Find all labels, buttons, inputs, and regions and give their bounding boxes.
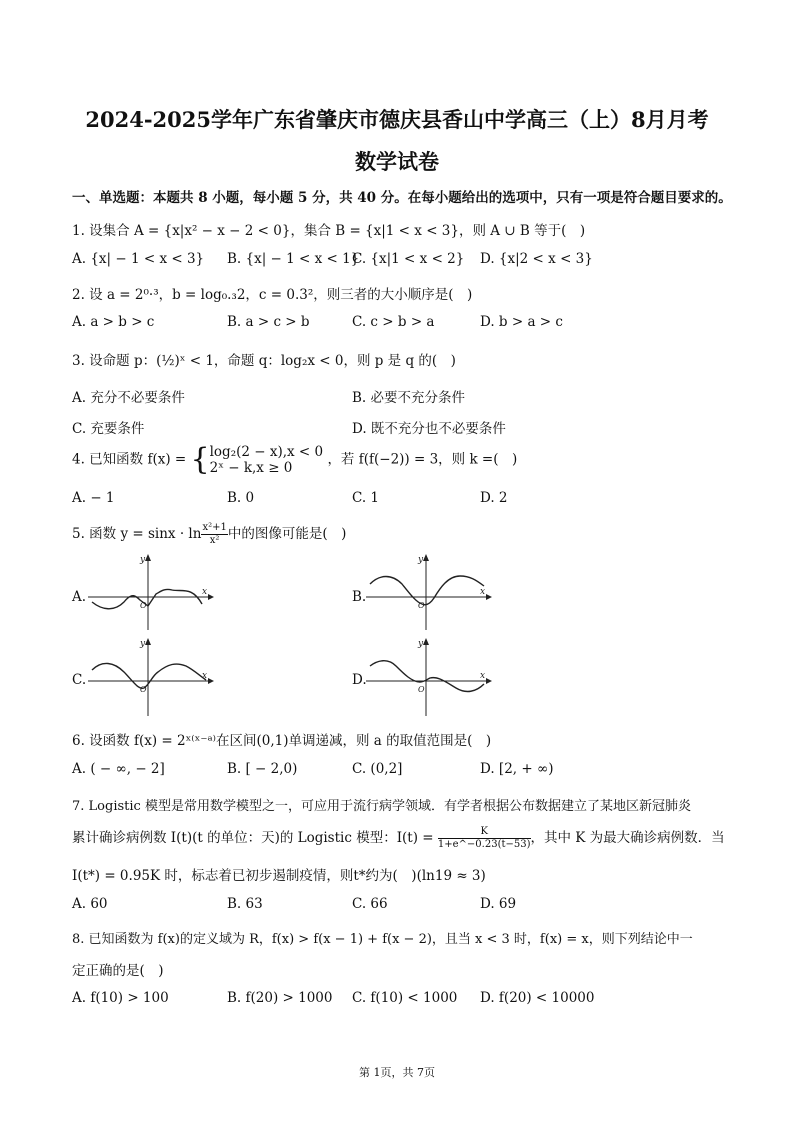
y-label: y [140,555,146,565]
q2-option-c: C. c > b > a [352,314,435,330]
q4-option-d: D. 2 [480,490,508,506]
q3-option-c: C. 充要条件 [72,421,145,437]
curve-a [92,589,202,608]
piece-2: 2ˣ − k,x ≥ 0 [209,460,293,476]
x-label: x [202,587,208,597]
q2-option-d: D. b > a > c [480,314,563,330]
q1-option-c: C. {x|1 < x < 2} [352,251,465,267]
q7-line2-pre: 累计确诊病例数 I(t)(t 的单位：天)的 Logistic 模型：I(t) = [72,830,434,846]
q5-option-c: C. [72,672,87,688]
y-label: y [418,555,424,565]
q7-frac-num: K [438,826,531,839]
question-1: 1. 设集合 A = {x|x² − x − 2 < 0}，集合 B = {x|1 < x < 3}，则 A ∪ B 等于( ) [72,223,586,239]
q7-option-d: D. 69 [480,896,517,912]
q2-option-a: A. a > b > c [72,314,155,330]
graph-a [88,552,218,632]
graph-d [366,636,496,718]
q2-option-b: B. a > c > b [227,314,310,330]
q5-fraction [201,522,227,547]
q8-option-a: A. f(10) > 100 [72,990,169,1006]
q6-option-c: C. (0,2] [352,761,403,777]
section-heading: 一、单选题：本题共 8 小题，每小题 5 分，共 40 分。在每小题给出的选项中，只有一项是符合题目要求的。 [72,190,732,206]
origin-label: O [418,601,425,610]
x-label: x [202,671,208,681]
q6-option-d: D. [2, + ∞) [480,761,554,777]
page-subtitle: 数学试卷 [355,149,439,174]
graph-c [88,636,218,718]
q8-option-b: B. f(20) > 1000 [227,990,333,1006]
y-arrow [145,554,151,561]
q7-frac-den: 1+e^−0.23(t−53) [437,839,531,850]
q6-option-b: B. [ − 2,0) [227,761,298,777]
q1-option-b: B. {x| − 1 < x < 1} [227,251,360,267]
origin-label: O [140,601,147,610]
q4-option-c: C. 1 [352,490,380,506]
question-2: 2. 设 a = 2⁰·³，b = log₀.₃2，c = 0.3²，则三者的大小顺序是( ) [72,287,473,303]
q3-option-d: D. 既不充分也不必要条件 [352,421,506,437]
x-label: x [480,587,486,597]
q8-option-c: C. f(10) < 1000 [352,990,458,1006]
q4-text-pre: 4. 已知函数 f(x) = [72,451,187,468]
origin-label: O [418,685,425,694]
y-arrow [423,554,429,561]
x-arrow [208,594,214,600]
q8-option-d: D. f(20) < 10000 [480,990,595,1006]
graph-b [366,552,496,632]
y-label: y [418,639,424,649]
q4-option-b: B. 0 [227,490,255,506]
x-arrow [208,678,214,684]
y-label: y [140,639,146,649]
y-arrow [145,638,151,645]
q5-option-d: D. [352,672,367,688]
question-5 [72,522,346,547]
q5-option-a: A. [72,589,87,605]
page-title: 2024-2025学年广东省肇庆市德庆县香山中学高三（上）8月月考 [85,107,709,132]
q5-text-pre: 5. 函数 y = sinx · ln [72,526,202,542]
q5-frac-num: x²+1 [202,522,227,533]
question-4 [72,444,517,476]
curve-c [92,663,206,688]
q3-option-b: B. 必要不充分条件 [352,390,466,406]
q5-frac-den: x² [209,535,220,546]
page-footer: 第 1页，共 7页 [359,1066,435,1079]
y-arrow [423,638,429,645]
question-7-line-2 [72,826,725,851]
q7-fraction [438,826,531,851]
question-6: 6. 设函数 f(x) = 2ˣ⁽ˣ⁻ᵃ⁾在区间(0,1)单调递减，则 a 的取值范围是( ) [72,733,492,749]
question-8-line-1: 8. 已知函数为 f(x)的定义域为 R，f(x) > f(x − 1) + f(x − 2)，且当 x < 3 时，f(x) = x，则下列结论中一 [72,932,693,947]
q1-option-a: A. {x| − 1 < x < 3} [72,251,205,267]
question-7-line-3: I(t*) = 0.95K 时，标志着已初步遏制疫情，则t*约为( )(ln19 ≈ 3) [72,868,486,884]
q5-option-b: B. [352,589,367,605]
x-arrow [486,678,492,684]
q7-option-b: B. 63 [227,896,263,912]
question-7-line-1: 7. Logistic 模型是常用数学模型之一，可应用于流行病学领域．有学者根据公布数据建立了某地区新冠肺炎 [72,799,691,814]
curve-b [370,576,484,605]
question-8-line-2: 定正确的是( ) [72,963,164,979]
q7-option-a: A. 60 [72,896,108,912]
q4-option-a: A. − 1 [72,490,115,506]
q1-option-d: D. {x|2 < x < 3} [480,251,593,267]
piece-1: log₂(2 − x),x < 0 [209,444,324,460]
piecewise-function [210,444,324,476]
curve-d [370,661,484,692]
q4-text-post: ，若 f(f(−2)) = 3，则 k =( ) [327,451,518,468]
q6-option-a: A. ( − ∞, − 2] [72,761,165,777]
brace-symbol: { [190,442,210,477]
q7-option-c: C. 66 [352,896,388,912]
x-arrow [486,594,492,600]
q3-option-a: A. 充分不必要条件 [72,390,185,406]
origin-label: O [140,685,147,694]
q7-line2-post: ，其中 K 为最大确诊病例数．当 [530,830,725,846]
question-3: 3. 设命题 p：(½)ˣ < 1，命题 q：log₂x < 0，则 p 是 q 的( ) [72,353,456,369]
q5-text-post: 中的图像可能是( ) [227,526,347,542]
x-label: x [480,671,486,681]
